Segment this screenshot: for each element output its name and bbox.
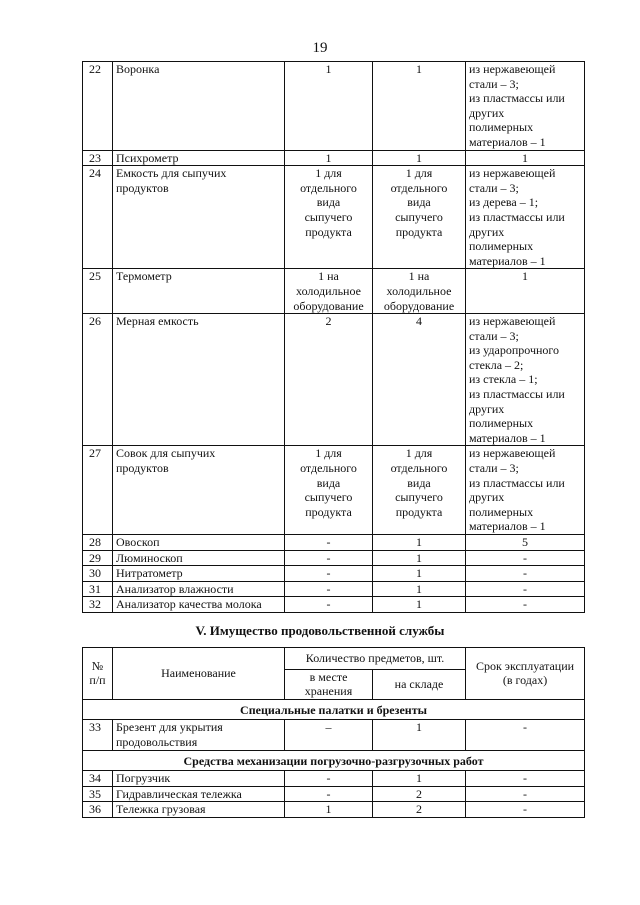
warehouse-qty xyxy=(373,771,466,787)
service-life-line: полимерных xyxy=(469,504,534,519)
item-name-line: Термометр xyxy=(116,269,172,284)
storage-place-qty-line: - xyxy=(326,535,331,549)
row-number: 27 xyxy=(83,446,113,535)
storage-place-qty-line: вида xyxy=(316,195,341,210)
table-row xyxy=(83,720,585,750)
col-header-number: № п/п xyxy=(83,648,113,700)
storage-place-qty-line: - xyxy=(326,771,331,786)
service-life-line: других xyxy=(469,105,505,120)
row-number: 23 xyxy=(83,150,113,166)
service-life xyxy=(466,62,585,151)
storage-place-qty xyxy=(285,597,373,613)
row-number: 28 xyxy=(83,535,113,551)
warehouse-qty-line: 1 для xyxy=(405,166,433,181)
service-life-line: стали – 3; xyxy=(469,461,519,476)
storage-place-qty-line: продукта xyxy=(305,504,352,519)
storage-place-qty-line: 1 на xyxy=(318,269,339,284)
service-life xyxy=(466,581,585,597)
row-number: 30 xyxy=(83,566,113,582)
storage-place-qty-line: 1 xyxy=(325,802,332,817)
warehouse-qty xyxy=(373,802,466,818)
service-life xyxy=(466,446,585,535)
item-name xyxy=(113,771,285,787)
service-life-line: из пластмассы или xyxy=(469,91,565,106)
item-name-line: Воронка xyxy=(116,62,160,76)
warehouse-qty-line: 1 на xyxy=(408,269,430,284)
table-row xyxy=(83,166,585,269)
table-row xyxy=(83,550,585,566)
storage-place-qty-line: - xyxy=(326,566,331,581)
item-name xyxy=(113,581,285,597)
section-title: V. Имущество продовольственной службы xyxy=(195,623,445,638)
table-row xyxy=(83,269,585,314)
storage-place-qty xyxy=(285,150,373,166)
service-life-line: других xyxy=(469,224,505,239)
service-life-line: - xyxy=(523,771,528,786)
storage-place-qty xyxy=(285,771,373,787)
service-life xyxy=(466,786,585,802)
table-row xyxy=(83,566,585,582)
storage-place-qty-line: отдельного xyxy=(300,461,357,476)
service-life-line: материалов – 1 xyxy=(469,430,546,445)
row-number: 32 xyxy=(83,597,113,613)
service-life-line: 1 xyxy=(522,150,528,165)
row-number: 31 xyxy=(83,581,113,597)
storage-place-qty-line: - xyxy=(326,550,331,565)
col-header-name: Наименование xyxy=(113,648,285,700)
row-number: 25 xyxy=(83,269,113,314)
service-life-line: из нержавеющей xyxy=(469,166,556,181)
storage-place-qty-line: 1 xyxy=(325,62,332,76)
warehouse-qty-line: 1 xyxy=(416,581,422,596)
warehouse-qty xyxy=(373,314,466,446)
section-header-row xyxy=(83,699,585,720)
item-name-line: Психрометр xyxy=(116,150,179,165)
storage-place-qty-line: - xyxy=(326,786,331,801)
service-life-line: - xyxy=(523,786,528,801)
service-life-line: стали – 3; xyxy=(469,328,519,343)
item-name-line: Анализатор качества молока xyxy=(116,597,262,612)
warehouse-qty xyxy=(373,566,466,582)
warehouse-qty-line: 2 xyxy=(416,786,422,801)
service-life xyxy=(466,535,585,551)
service-life-line: из нержавеющей xyxy=(469,314,556,329)
section-heading: Специальные палатки и брезенты xyxy=(83,699,585,720)
item-name-line: Овоскоп xyxy=(116,535,160,549)
table-row xyxy=(83,62,585,151)
storage-place-qty-line: 1 xyxy=(325,150,332,165)
storage-place-qty-line: - xyxy=(326,597,331,612)
warehouse-qty xyxy=(373,597,466,613)
warehouse-qty xyxy=(373,446,466,535)
row-number: 34 xyxy=(83,771,113,787)
item-name xyxy=(113,802,285,818)
table-row xyxy=(83,581,585,597)
col-header-storage-place: в месте хранения xyxy=(285,669,373,699)
warehouse-qty-line: 1 xyxy=(416,771,422,786)
item-name xyxy=(113,269,285,314)
storage-place-qty xyxy=(285,566,373,582)
warehouse-qty xyxy=(373,166,466,269)
equipment-table-continued xyxy=(82,61,585,613)
warehouse-qty-line: 1 xyxy=(416,566,422,581)
table-row xyxy=(83,446,585,535)
item-name xyxy=(113,166,285,269)
warehouse-qty-line: 1 xyxy=(416,550,422,565)
service-life xyxy=(466,269,585,314)
table-row xyxy=(83,771,585,787)
service-life-line: стали – 3; xyxy=(469,180,519,195)
section-header-row xyxy=(83,750,585,771)
service-life-line: материалов – 1 xyxy=(469,519,546,534)
storage-place-qty xyxy=(285,581,373,597)
storage-place-qty xyxy=(285,802,373,818)
warehouse-qty xyxy=(373,269,466,314)
service-life xyxy=(466,166,585,269)
warehouse-qty-line: сыпучего xyxy=(395,209,443,224)
item-name xyxy=(113,786,285,802)
col-header-warehouse: на складе xyxy=(373,669,466,699)
storage-place-qty xyxy=(285,535,373,551)
storage-place-qty xyxy=(285,550,373,566)
row-number: 29 xyxy=(83,550,113,566)
item-name-line: продуктов xyxy=(116,180,169,195)
service-life xyxy=(466,597,585,613)
warehouse-qty-line: 1 xyxy=(416,720,422,735)
service-life xyxy=(466,771,585,787)
service-life-line: 5 xyxy=(522,535,528,549)
storage-place-qty-line: вида xyxy=(316,475,341,490)
item-name-line: Погрузчик xyxy=(116,771,171,786)
warehouse-qty-line: вида xyxy=(407,475,431,490)
storage-place-qty xyxy=(285,269,373,314)
row-number: 35 xyxy=(83,786,113,802)
warehouse-qty xyxy=(373,150,466,166)
item-name-line: Брезент для укрытия xyxy=(116,720,223,735)
warehouse-qty-line: вида xyxy=(407,195,431,210)
item-name xyxy=(113,62,285,151)
item-name-line: Тележка грузовая xyxy=(116,802,206,817)
table-row xyxy=(83,597,585,613)
service-life-line: из стекла – 1; xyxy=(469,372,538,387)
service-life-line: - xyxy=(523,802,528,817)
item-name-line: продовольствия xyxy=(116,734,198,749)
service-life-line: из пластмассы или xyxy=(469,209,565,224)
warehouse-qty xyxy=(373,581,466,597)
warehouse-qty-line: 1 xyxy=(416,535,422,549)
item-name xyxy=(113,720,285,750)
warehouse-qty xyxy=(373,62,466,151)
item-name-line: Мерная емкость xyxy=(116,314,199,329)
service-life xyxy=(466,720,585,750)
service-life-line: из дерева – 1; xyxy=(469,195,539,210)
warehouse-qty-line: продукта xyxy=(395,224,443,239)
storage-place-qty xyxy=(285,786,373,802)
row-number: 36 xyxy=(83,802,113,818)
warehouse-qty-line: 1 xyxy=(416,150,422,165)
service-life xyxy=(466,566,585,582)
storage-place-qty xyxy=(285,314,373,446)
service-life-line: - xyxy=(523,581,527,596)
warehouse-qty-line: 1 для xyxy=(405,446,433,461)
service-life-line: из нержавеющей xyxy=(469,62,556,76)
warehouse-qty-line: отдельного xyxy=(390,461,448,476)
storage-place-qty-line: отдельного xyxy=(300,180,357,195)
storage-place-qty xyxy=(285,62,373,151)
item-name xyxy=(113,566,285,582)
service-life-line: из ударопрочного xyxy=(469,343,560,358)
row-number: 24 xyxy=(83,166,113,269)
service-life-line: полимерных xyxy=(469,120,534,135)
storage-place-qty xyxy=(285,166,373,269)
warehouse-qty-line: холодильное xyxy=(386,283,452,298)
warehouse-qty xyxy=(373,550,466,566)
header-row xyxy=(83,648,585,670)
warehouse-qty-line: 1 xyxy=(416,597,422,612)
storage-place-qty-line: оборудование xyxy=(293,298,364,313)
warehouse-qty xyxy=(373,535,466,551)
section-heading: Средства механизации погрузочно-разгрузочных работ xyxy=(83,750,585,771)
item-name xyxy=(113,150,285,166)
service-life-line: из нержавеющей xyxy=(469,446,556,461)
service-life-line: - xyxy=(523,550,527,565)
service-life-line: из пластмассы или xyxy=(469,475,565,490)
warehouse-qty-line: 1 xyxy=(416,62,422,76)
storage-place-qty-line: 1 для xyxy=(315,446,342,461)
storage-place-qty xyxy=(285,720,373,750)
service-life xyxy=(466,550,585,566)
item-name-line: Анализатор влажности xyxy=(116,581,234,596)
warehouse-qty-line: оборудование xyxy=(383,298,455,313)
service-life-line: полимерных xyxy=(469,239,534,254)
table-row xyxy=(83,150,585,166)
service-life xyxy=(466,802,585,818)
warehouse-qty-line: продукта xyxy=(395,504,443,519)
storage-place-qty-line: сыпучего xyxy=(304,209,353,224)
warehouse-qty xyxy=(373,786,466,802)
item-name-line: Гидравлическая тележка xyxy=(116,786,242,801)
storage-place-qty-line: – xyxy=(325,720,332,735)
storage-place-qty-line: холодильное xyxy=(296,283,361,298)
service-life-line: - xyxy=(523,566,527,581)
storage-place-qty xyxy=(285,446,373,535)
storage-place-qty-line: 2 xyxy=(325,314,332,329)
item-name xyxy=(113,550,285,566)
col-header-service-life: Срок эксплуатации (в годах) xyxy=(466,648,585,700)
row-number: 22 xyxy=(83,62,113,151)
service-life-line: полимерных xyxy=(469,416,534,431)
service-life-line: стекла – 2; xyxy=(469,357,524,372)
storage-place-qty-line: сыпучего xyxy=(304,490,353,505)
item-name-line: продуктов xyxy=(116,461,169,476)
table-row xyxy=(83,786,585,802)
item-name xyxy=(113,597,285,613)
table-row xyxy=(83,802,585,818)
item-name-line: Емкость для сыпучих xyxy=(116,166,227,181)
service-life-line: материалов – 1 xyxy=(469,253,546,268)
storage-place-qty-line: - xyxy=(326,581,331,596)
table-row xyxy=(83,535,585,551)
storage-place-qty-line: продукта xyxy=(305,224,352,239)
service-life-line: - xyxy=(523,720,528,735)
item-name-line: Люминоскоп xyxy=(116,550,183,565)
item-name xyxy=(113,314,285,446)
row-number: 26 xyxy=(83,314,113,446)
item-name xyxy=(113,446,285,535)
item-name-line: Нитратометр xyxy=(116,566,183,581)
page-number: 19 xyxy=(312,40,328,56)
warehouse-qty-line: сыпучего xyxy=(395,490,443,505)
service-life-line: других xyxy=(469,490,505,505)
warehouse-qty-line: 4 xyxy=(416,314,422,329)
table-row xyxy=(83,314,585,446)
row-number: 33 xyxy=(83,720,113,750)
food-service-property-table xyxy=(82,647,585,818)
storage-place-qty-line: 1 для xyxy=(315,166,342,181)
service-life-line: из пластмассы или xyxy=(469,387,565,402)
service-life-line: стали – 3; xyxy=(469,76,519,91)
warehouse-qty-line: отдельного xyxy=(390,180,448,195)
service-life xyxy=(466,150,585,166)
service-life-line: других xyxy=(469,401,505,416)
item-name-line: Совок для сыпучих xyxy=(116,446,216,461)
warehouse-qty-line: 2 xyxy=(416,802,422,817)
service-life-line: материалов – 1 xyxy=(469,134,546,149)
service-life xyxy=(466,314,585,446)
service-life-line: - xyxy=(523,597,527,612)
warehouse-qty xyxy=(373,720,466,750)
item-name xyxy=(113,535,285,551)
col-header-quantity: Количество предметов, шт. xyxy=(285,648,466,670)
service-life-line: 1 xyxy=(522,269,528,284)
